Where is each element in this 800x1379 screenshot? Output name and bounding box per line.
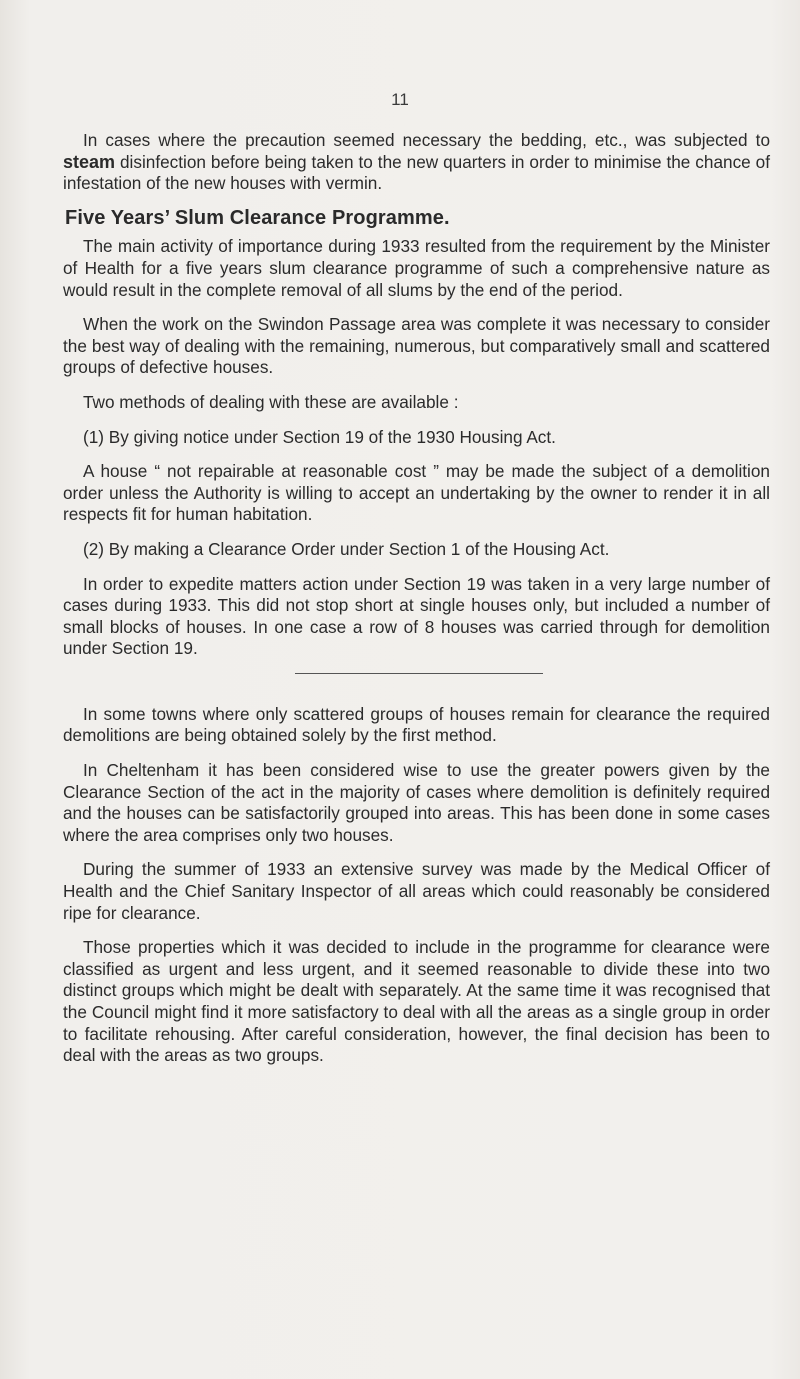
paragraph-cheltenham: In Cheltenham it has been considered wise to use the greater powers given by the Clearance Section of the act in the majority of cases where demolition is definitely required and the houses can be satisfactorily grouped into areas. This has been done in some cases where the area comprises only two houses. <box>63 760 770 845</box>
paragraph-house-not-repairable: A house “ not repairable at reasonable cost ” may be made the subject of a demolition order unless the Authority is willing to accept an undertaking by the owner to render it in all respects fit for human habitation. <box>63 461 770 525</box>
document-body <box>63 130 770 1080</box>
paragraph-survey: During the summer of 1933 an extensive survey was made by the Medical Officer of Health and the Chief Sanitary Inspector of all areas which could reasonably be considered ripe for clearance. <box>63 859 770 923</box>
paragraph-text: In cases where the precaution seemed necessary the bedding, etc., was subjected to <box>83 130 770 150</box>
paragraph-section-19-action: In order to expedite matters action under Section 19 was taken in a very large number of cases during 1933. This did not stop short at single houses only, but included a number of small blocks of houses. In one case a row of 8 houses was carried through for demolition under Section 19. <box>63 573 770 659</box>
paragraph-other-towns: In some towns where only scattered groups of houses remain for clearance the required demolitions are being obtained solely by the first method. <box>63 703 770 746</box>
paragraph-programme: The main activity of importance during 1933 resulted from the requirement by the Minister of Health for a five years slum clearance programme of such a comprehensive nature as would result in the complete removal of all slums by the end of the period. <box>63 236 770 300</box>
paragraph-swindon-passage: When the work on the Swindon Passage area was complete it was necessary to consider the best way of dealing with the remaining, numerous, but comparatively small and scattered groups of defective houses. <box>63 314 770 378</box>
paragraph-classification: Those properties which it was decided to include in the programme for clearance were classified as urgent and less urgent, and it seemed reasonable to divide these into two distinct groups which might be dealt with separately. At the same time it was recognised that the Council might find it more satisfactory to deal with all the areas as a single group in order to facilitate rehousing. After careful consideration, however, the final decision has been to deal with the areas as two groups. <box>63 937 770 1066</box>
paragraph-text: disinfection before being taken to the new quarters in order to minimise the chance of infestation of the new houses with vermin. <box>63 151 770 194</box>
paragraph-method-2: (2) By making a Clearance Order under Section 1 of the Housing Act. <box>83 538 610 559</box>
paragraph-steam-disinfection <box>63 130 770 195</box>
divider-rule <box>295 673 543 674</box>
page-number: 11 <box>391 90 409 109</box>
emphasized-word: steam <box>63 151 116 172</box>
paragraph-method-1: (1) By giving notice under Section 19 of the 1930 Housing Act. <box>83 426 556 447</box>
section-heading: Five Years’ Slum Clearance Programme. <box>65 206 450 229</box>
paragraph-two-methods: Two methods of dealing with these are available : <box>83 391 459 412</box>
